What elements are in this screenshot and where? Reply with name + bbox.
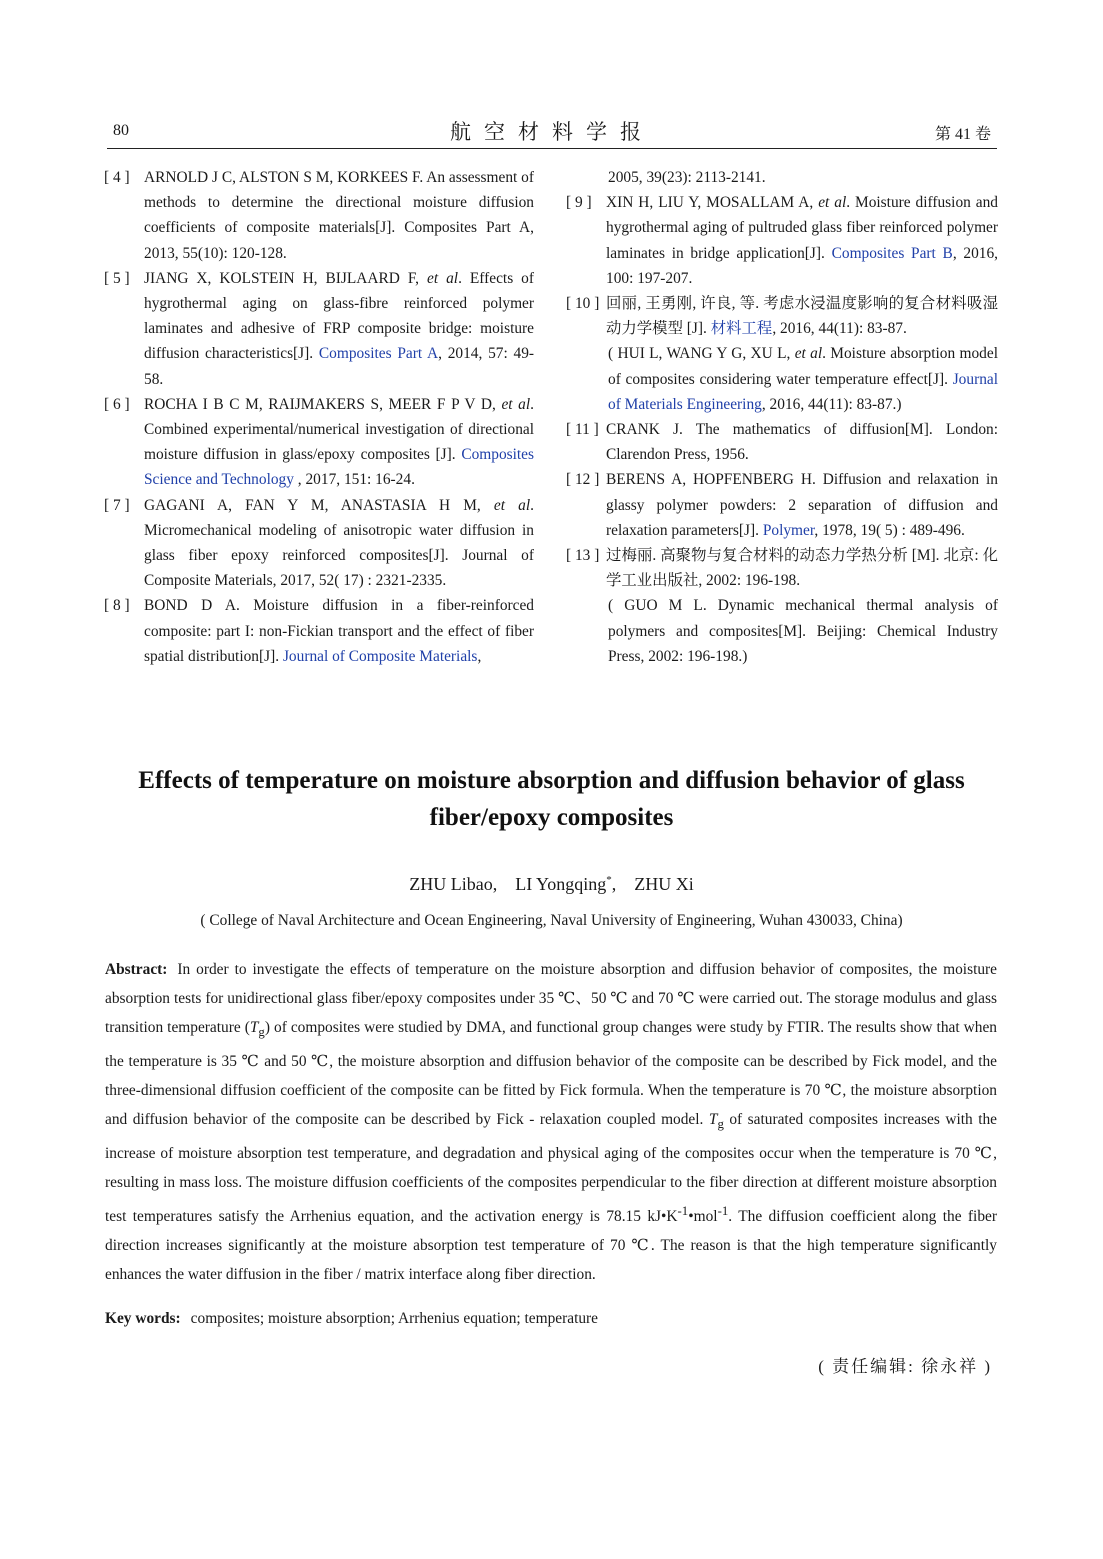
reference-authors: GAGANI A, FAN Y M, ANASTASIA H M,	[144, 496, 494, 514]
abstract-text-2: ) of composites were studied by DMA, and functional group changes were study by FTIR. The results show that when the temperature is 35 ℃ and 50 ℃, the moisture absorption and diffusion behavior of the composite can be described by Fick model, and the three-dimensional diffusion coefficient of the composite can be fitted by Fick formula. When the temperature is 70 ℃, the moisture absorption and diffusion behavior of the composite can be described by Fick - relaxation coupled model.	[105, 1019, 997, 1129]
reference-text	[144, 593, 534, 669]
journal-link[interactable]: Journal of Materials Engineering	[608, 370, 998, 413]
reference-item	[104, 593, 534, 669]
reference-body: CRANK J. The mathematics of diffusion[M]. London: Clarendon Press, 1956.	[606, 421, 998, 464]
reference-authors: 回丽, 王勇刚, 许良, 等. 考虑水浸温度影响的复合材料吸湿动力学模型 [J].	[606, 295, 998, 338]
reference-body: . Combined experimental/numerical investigation of directional moisture diffusion in glass/epoxy composites [J].	[144, 395, 534, 464]
reference-number: [ 12 ]	[566, 471, 600, 489]
reference-item	[566, 190, 998, 291]
reference-text	[606, 467, 998, 543]
reference-text	[608, 341, 998, 417]
journal-link[interactable]: Composites Part A	[318, 345, 439, 363]
keywords-label: Key words:	[105, 1310, 181, 1327]
exponent-1: -1	[677, 1204, 689, 1219]
reference-item	[566, 593, 998, 669]
reference-number: [ 13 ]	[566, 547, 600, 565]
reference-body: ( GUO M L. Dynamic mechanical thermal analysis of polymers and composites[M]. Beijing: Chemical Industry Press, 2002: 196-198.)	[608, 597, 998, 665]
reference-authors: XIN H, LIU Y, MOSALLAM A,	[606, 194, 819, 212]
et-al: et al	[493, 496, 531, 514]
reference-body: . Micromechanical modeling of anisotropic water diffusion in glass fiber epoxy reinforced composites[J]. Journal of Composite Materials, 2017, 52( 17) : 2321-2335.	[144, 496, 534, 590]
tg-symbol-2: T	[708, 1111, 718, 1129]
references-right-column	[566, 165, 998, 669]
authors	[104, 874, 999, 895]
tg-subscript: g	[258, 1025, 265, 1040]
reference-authors: ROCHA I B C M, RAIJMAKERS S, MEER F P V D,	[144, 395, 502, 413]
abstract-text-3: of saturated composites increases with the increase of moisture absorption test temperature, and degradation and physical aging of the composites occur when the temperature is 70 ℃, resulting in mass loss. The moisture diffusion coefficients of the composites perpendicular to the fiber direction at different moisture absorption test temperatures satisfy the Arrhenius equation, and the activation energy is 78.15 kJ•K	[105, 1111, 997, 1226]
reference-text	[606, 417, 998, 467]
tg-subscript-2: g	[717, 1117, 724, 1132]
journal-title: 航空材料学报	[450, 120, 654, 144]
reference-item	[104, 165, 534, 266]
reference-details: , 2016, 44(11): 83-87.)	[761, 395, 902, 413]
keywords-text: composites; moisture absorption; Arrhenius equation; temperature	[190, 1310, 599, 1327]
journal-link[interactable]: Composites Part B	[831, 244, 953, 262]
page-header	[107, 116, 997, 149]
reference-text	[144, 266, 534, 392]
reference-number: [ 5 ]	[104, 269, 130, 287]
reference-body: 2005, 39(23): 2113-2141.	[608, 169, 766, 186]
reference-item	[104, 493, 534, 594]
journal-link[interactable]: Composites Science and Technology	[144, 446, 534, 489]
reference-authors: ( HUI L, WANG Y G, XU L,	[608, 345, 795, 363]
reference-number: [ 4 ]	[104, 169, 130, 186]
et-al: et al	[794, 345, 823, 363]
abstract-text-5: . The diffusion coefficient along the fiber direction increases significantly at the moisture absorption test temperature of 70 ℃. The reason is that the high temperature significantly enhances the water diffusion in the fiber / matrix interface along fiber direction.	[105, 1208, 997, 1284]
reference-details: , 1978, 19( 5) : 489-496.	[814, 521, 965, 539]
reference-item	[566, 417, 998, 467]
reference-item	[104, 266, 534, 392]
reference-text	[606, 190, 998, 291]
reference-authors: BOND D A. Moisture diffusion in a fiber-reinforced composite: part I: non-Fickian transport and the effect of fiber spatial distribution[J].	[144, 597, 534, 665]
et-al: et al	[427, 269, 459, 287]
abstract	[105, 955, 997, 1289]
reference-number: [ 6 ]	[104, 395, 130, 413]
abstract-label: Abstract:	[105, 961, 168, 978]
et-al: et al	[818, 194, 847, 212]
reference-body: ARNOLD J C, ALSTON S M, KORKEES F. An assessment of methods to determine the directional moisture diffusion coefficients of composite materials[J]. Composites Part A, 2013, 55(10): 120-128.	[144, 169, 534, 262]
et-al: et al	[501, 395, 531, 413]
volume-label: 第 41 卷	[934, 126, 991, 143]
corresponding-author-mark: *	[606, 874, 612, 886]
reference-number: [ 8 ]	[104, 597, 130, 615]
tg-symbol: T	[249, 1019, 259, 1036]
article-title: Effects of temperature on moisture absorption and diffusion behavior of glass fiber/epoxy composites	[138, 767, 965, 831]
reference-item	[566, 543, 998, 593]
reference-text	[608, 593, 998, 669]
reference-text	[144, 392, 534, 493]
reference-number: [ 11 ]	[566, 421, 599, 439]
reference-text	[606, 291, 998, 341]
reference-text	[144, 493, 534, 594]
reference-number: [ 10 ]	[566, 295, 600, 313]
reference-authors: JIANG X, KOLSTEIN H, BIJLAARD F,	[144, 269, 428, 287]
reference-details: , 2014, 57: 49-58.	[144, 345, 535, 388]
reference-body: 过梅丽. 高聚物与复合材料的动态力学热分析 [M]. 北京: 化学工业出版社, 2002: 196-198.	[606, 547, 998, 590]
reference-body: . Moisture absorption model of composites considering water temperature effect[J].	[608, 345, 998, 388]
affiliation: ( College of Naval Architecture and Ocean Engineering, Naval University of Engineering, Wuhan 430033, China)	[200, 912, 903, 929]
reference-number: [ 9 ]	[566, 194, 592, 212]
reference-details: , 2016, 44(11): 83-87.	[772, 320, 907, 338]
reference-text	[608, 165, 998, 190]
reference-details: , 2016, 100: 197-207.	[606, 244, 999, 287]
reference-text	[144, 165, 534, 266]
reference-item	[566, 165, 998, 190]
reference-details: , 2017, 151: 16-24.	[293, 471, 415, 489]
reference-item	[566, 467, 998, 543]
reference-item	[566, 291, 998, 341]
reference-body: . Effects of hygrothermal aging on glass-fibre reinforced polymer laminates and adhesive of FRP composite bridge: moisture diffusion characteristics[J].	[144, 269, 534, 363]
responsible-editor: ( 责任编辑: 徐永祥 )	[818, 1357, 992, 1376]
authors-rest: , ZHU Xi	[611, 874, 694, 894]
page-number: 80	[113, 122, 129, 139]
reference-body: . Moisture diffusion and hygrothermal aging of pultruded glass fiber reinforced polymer laminates in bridge application[J].	[606, 194, 998, 262]
journal-link[interactable]: 材料工程	[710, 320, 773, 338]
reference-item	[104, 392, 534, 493]
keywords	[105, 1306, 997, 1331]
journal-link[interactable]: Journal of Composite Materials	[282, 647, 478, 665]
reference-text	[606, 543, 998, 593]
reference-number: [ 7 ]	[104, 496, 130, 514]
journal-link[interactable]: Polymer	[762, 521, 815, 539]
reference-details: ,	[477, 647, 482, 665]
reference-item	[566, 341, 998, 417]
exponent-2: -1	[717, 1204, 729, 1219]
authors-first: ZHU Libao, LI Yongqing	[409, 874, 607, 894]
references-left-column	[104, 165, 534, 669]
abstract-text-1: In order to investigate the effects of temperature on the moisture absorption and diffusion behavior of composites, the moisture absorption tests for unidirectional glass fiber/epoxy composites under 35 ℃、50 ℃ and 70 ℃ were carried out. The storage modulus and glass transition temperature (	[105, 961, 997, 1036]
abstract-text-4: •mol	[688, 1208, 718, 1226]
reference-authors: BERENS A, HOPFENBERG H. Diffusion and relaxation in glassy polymer powders: 2 separation of diffusion and relaxation parameters[J].	[606, 471, 998, 539]
